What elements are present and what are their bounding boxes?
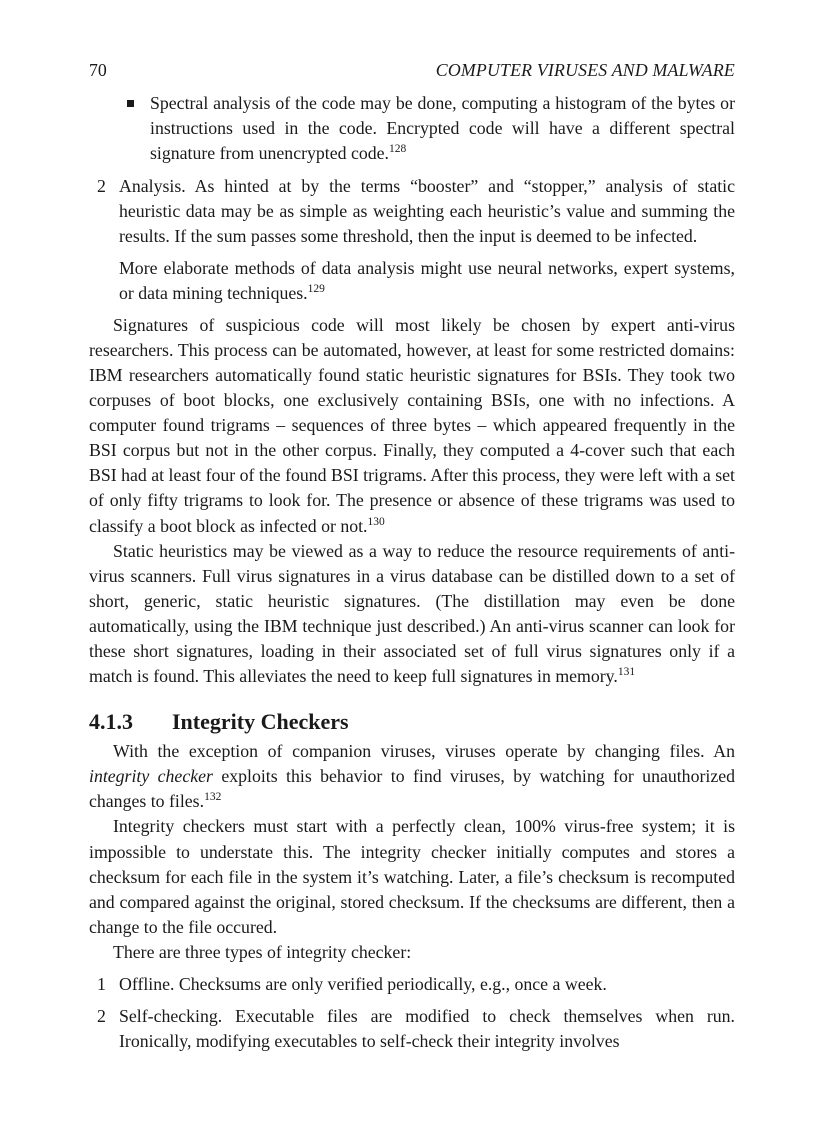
page-header	[89, 58, 735, 83]
list-item-text: Analysis. As hinted at by the terms “booster” and “stopper,” analysis of static heuristic data may be as simple as weighting each heuristic’s value and summing the results. If the sum passes some threshold, then the input is deemed to be infected.	[119, 176, 735, 247]
list-item-self-checking	[89, 1004, 735, 1054]
list-item-text: Self-checking. Executable files are modified to check themselves when run. Ironically, modifying executables to self-check their integrity involves	[119, 1006, 735, 1052]
list-number: 2	[97, 176, 106, 197]
footnote-ref: 131	[617, 666, 636, 679]
footnote-ref: 132	[204, 791, 222, 804]
square-bullet-icon	[127, 100, 134, 107]
bullet-text: Spectral analysis of the code may be done, computing a histogram of the bytes or instructions used in the code. Encrypted code will have a different spectral signature from unencrypted code.$^{128}$	[150, 93, 735, 164]
paragraph-types-intro: There are three types of integrity checker:	[113, 941, 412, 962]
list-item-offline	[89, 972, 735, 997]
list-number: 2	[97, 1006, 106, 1027]
list-number: 1	[97, 974, 106, 994]
footnote-ref: 128	[388, 143, 407, 156]
list-item-text: Offline. Checksums are only verified periodically, e.g., once a week.	[119, 974, 607, 994]
page-number: 70	[89, 60, 107, 80]
paragraph-signatures: Signatures of suspicious code will most likely be chosen by expert anti-virus researchers. This process can be automated, however, at least for some restricted domains: IBM researchers automatically found static heuristic signatures for BSIs. They took two corpuses of boot blocks, one exclusively containing BSIs, one with no infections. A computer found trigrams – sequences of three bytes – which appeared frequently in the BSI corpus but not in the other corpus. Finally, they computed a 4-cover such that each BSI had at least four of the found BSI trigrams. After this process, they were left with a set of only fifty trigrams to look for. The presence or absence of these trigrams was used to classify a boot block as infected or not.$^{130}$	[89, 314, 735, 536]
section-number: 4.1.3	[89, 709, 133, 735]
emphasized-term: integrity checker	[89, 766, 213, 787]
paragraph-static-heuristics: Static heuristics may be viewed as a way to reduce the resource requirements of anti-virus scanners. Full virus signatures in a virus database can be distilled down to a set of short, generic, static heuristic signatures. (The distillation may even be done automatically, using the IBM technique just described.) An anti-virus scanner can look for these short signatures, loading in their associated set of full virus signatures only if a match is found. This alleviates the need to keep full signatures in memory.$^{131}$	[89, 540, 735, 687]
footnote-ref: 129	[307, 282, 325, 295]
paragraph-integrity-detail: Integrity checkers must start with a perfectly clean, 100% virus-free system; it is impossible to understate this. The integrity checker initially computes and stores a checksum for each file in the system it’s watching. Later, a file’s checksum is recomputed and compared against the original, stored checksum. If the checksums are different, then a change to the file occured.	[89, 816, 735, 937]
footnote-ref: 130	[367, 515, 385, 528]
running-title: COMPUTER VIRUSES AND MALWARE	[435, 60, 735, 80]
list-item-subtext: More elaborate methods of data analysis might use neural networks, expert systems, or data mining techniques.$^{129}$	[119, 257, 735, 303]
section-heading	[89, 708, 735, 736]
section-title: Integrity Checkers	[172, 709, 349, 735]
bullet-item-spectral-analysis	[89, 91, 735, 166]
paragraph-integrity-intro: With the exception of companion viruses, viruses operate by changing files. An integrity checker exploits this behavior to find viruses, by watching for unauthorized changes to files.$^{132}$	[89, 741, 736, 812]
book-page	[89, 58, 735, 1061]
list-item-analysis	[89, 174, 735, 305]
